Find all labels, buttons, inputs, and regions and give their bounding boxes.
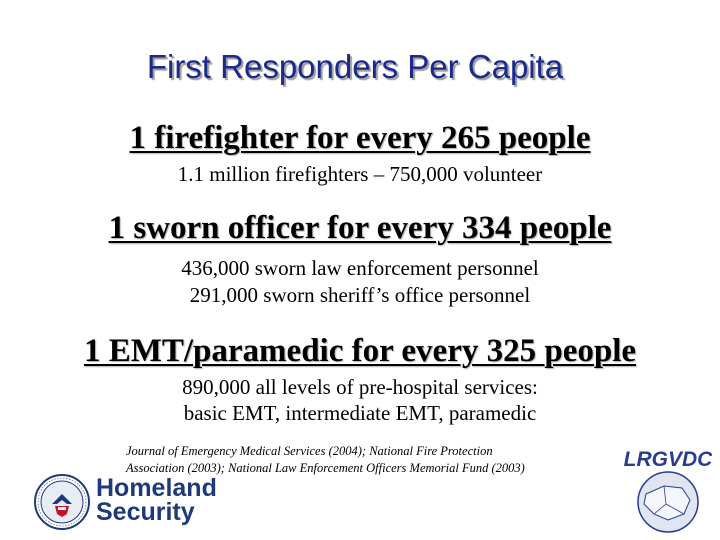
- firefighter-detail: 1.1 million firefighters – 750,000 volunteer: [177, 162, 543, 186]
- firefighter-headline: 1 firefighter for every 265 people: [129, 120, 591, 156]
- source-citation: [126, 443, 616, 477]
- citation-line-2: Association (2003); National Law Enforcement Officers Memorial Fund (2003): [126, 461, 525, 475]
- officer-detail-2: 291,000 sworn sheriff’s office personnel: [189, 283, 531, 307]
- dhs-word-security: Security: [96, 498, 195, 526]
- officer-detail-1: 436,000 sworn law enforcement personnel: [181, 256, 539, 280]
- emt-detail-2: basic EMT, intermediate EMT, paramedic: [183, 401, 537, 425]
- emt-headline: 1 EMT/paramedic for every 325 people: [83, 333, 637, 369]
- dhs-wordmark: [96, 476, 217, 524]
- citation-line-1: Journal of Emergency Medical Services (2004); National Fire Protection: [126, 444, 493, 458]
- dhs-word-homeland: Homeland: [96, 474, 217, 502]
- emt-detail-1: 890,000 all levels of pre-hospital services:: [182, 375, 538, 399]
- lrgvdc-logo: [624, 444, 712, 536]
- slide-title: First Responders Per Capita: [146, 48, 564, 85]
- lrgvdc-wordmark: LRGVDC: [624, 448, 712, 471]
- officer-headline: 1 sworn officer for every 334 people: [108, 210, 612, 246]
- dhs-seal-logo: [34, 474, 90, 530]
